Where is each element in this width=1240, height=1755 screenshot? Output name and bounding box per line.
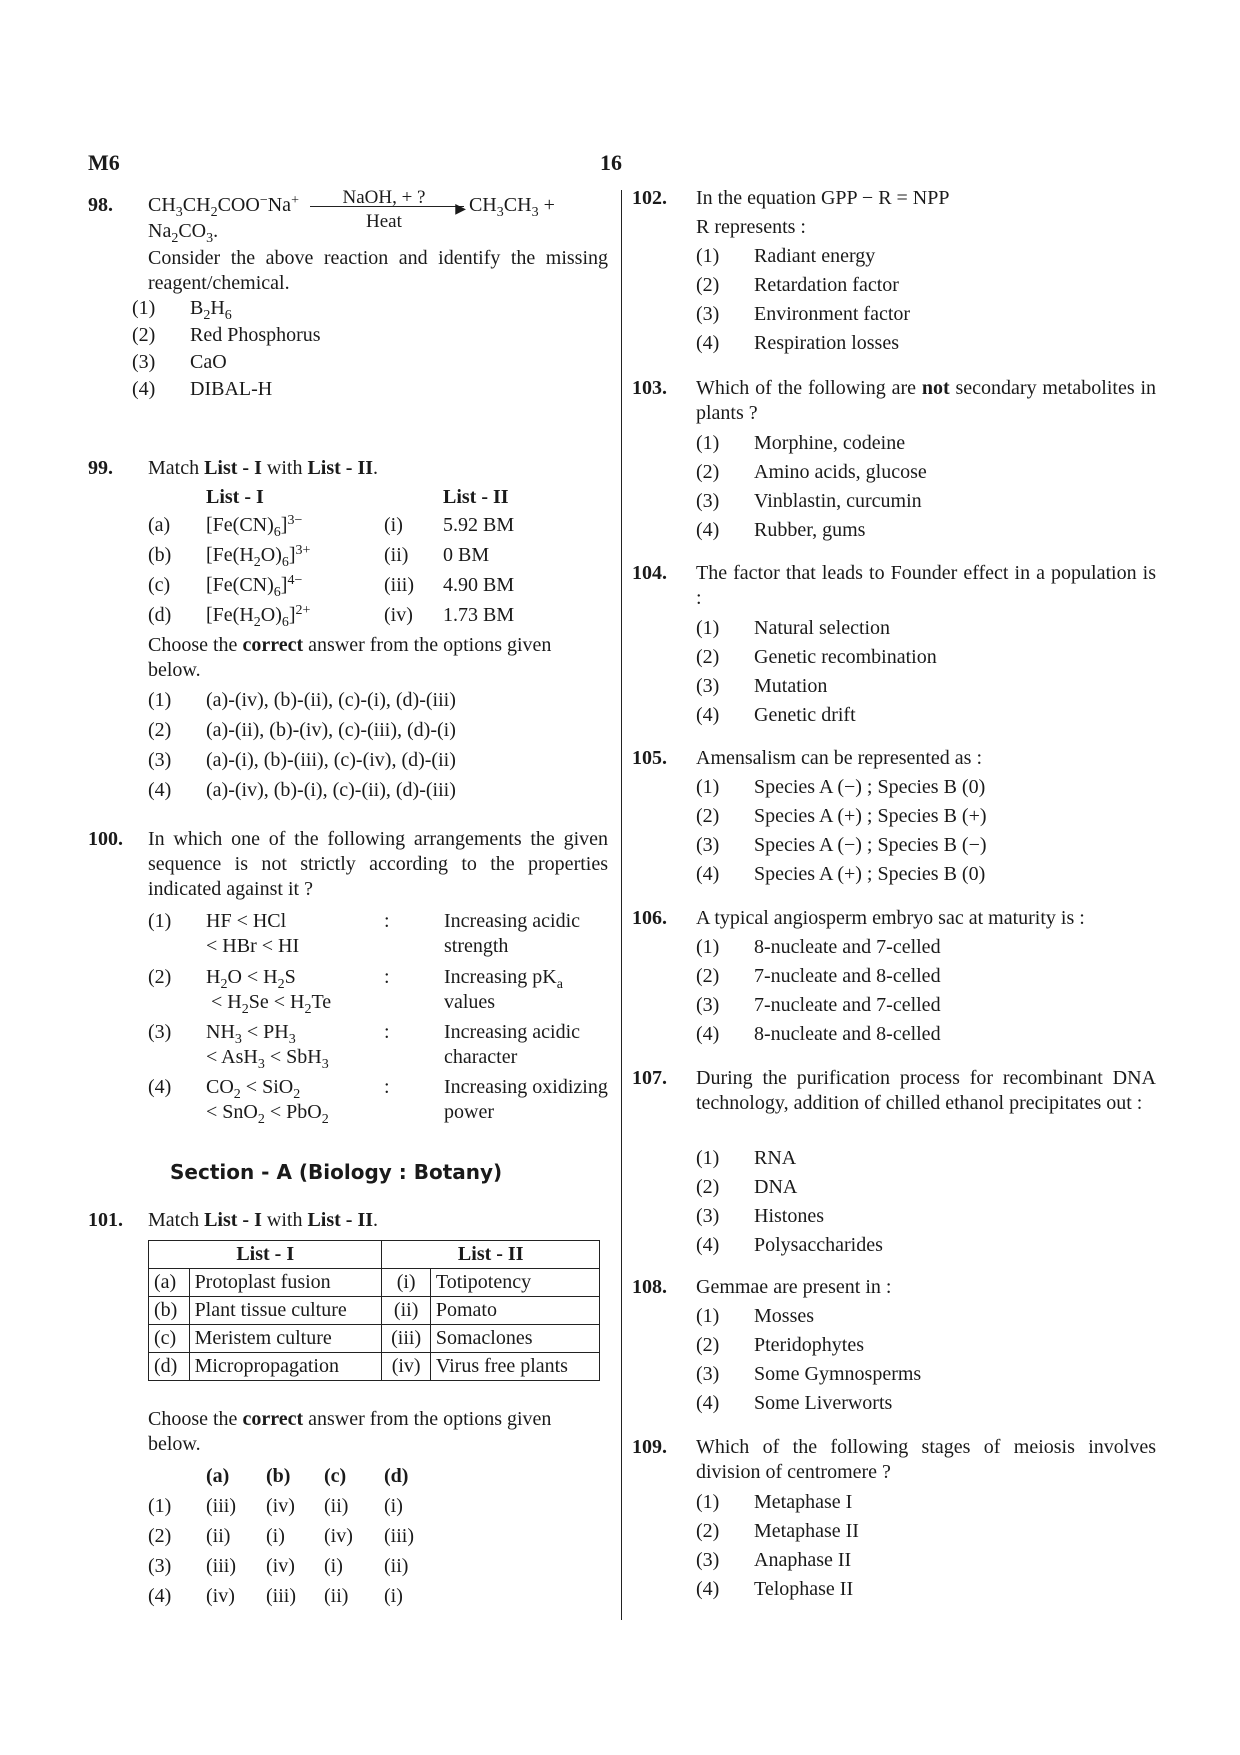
question-stem: In which one of the following arrangements the given sequence is not strictly according to the properties indicated against it ?: [148, 828, 608, 900]
list2-header: List - II: [382, 1241, 600, 1269]
table-row: (a) Protoplast fusion (i) Totipotency: [149, 1269, 600, 1297]
question-number: 103.: [632, 377, 667, 399]
list2-header: List - II: [443, 486, 509, 508]
question-number: 100.: [88, 828, 123, 850]
question-stem: In the equation GPP − R = NPP: [696, 187, 950, 209]
reaction-arrow: NaOH, + ? ▶ Heat: [304, 193, 464, 218]
question-stem: Gemmae are present in :: [696, 1276, 892, 1298]
question-stem: During the purification process for recombinant DNA technology, addition of chilled ethanol precipitates out :: [696, 1067, 1156, 1114]
col-head-d: (d): [384, 1465, 409, 1487]
table-row: (c) Meristem culture (iii) Somaclones: [149, 1325, 600, 1353]
choose-instruction: Choose the correct answer from the options given below.: [148, 634, 552, 681]
match-table: [148, 1240, 600, 1381]
question-number: 106.: [632, 907, 667, 929]
question-stem: Match List - I with List - II.: [148, 457, 379, 479]
table-row: (d) Micropropagation (iv) Virus free plants: [149, 1353, 600, 1381]
question-number: 108.: [632, 1276, 667, 1298]
question-stem: Consider the above reaction and identify the missing reagent/chemical.: [148, 247, 608, 294]
question-stem-2: R represents :: [696, 216, 806, 238]
question-number: 102.: [632, 187, 667, 209]
question-number: 109.: [632, 1436, 667, 1458]
question-number: 105.: [632, 747, 667, 769]
list1-header: List - I: [149, 1241, 382, 1269]
question-number: 99.: [88, 457, 113, 479]
col-head-b: (b): [266, 1465, 291, 1487]
reaction-equation: $CH_3CH_2COO^-Na^+$ NaOH, + ? ▶ Heat $CH_3CH_3$ +: [148, 187, 555, 232]
section-title: Section - A (Biology : Botany): [170, 1160, 503, 1184]
question-number: 107.: [632, 1067, 667, 1089]
question-number: 101.: [88, 1209, 123, 1231]
page-number: 16: [600, 150, 622, 175]
reaction-product: $Na_2CO_3$.: [148, 220, 219, 246]
question-number: 104.: [632, 562, 667, 584]
question-stem: A typical angiosperm embryo sac at maturity is :: [696, 907, 1085, 929]
list1-header: List - I: [206, 486, 264, 508]
col-head-c: (c): [324, 1465, 347, 1487]
table-row: (b) Plant tissue culture (ii) Pomato: [149, 1297, 600, 1325]
question-stem: The factor that leads to Founder effect in a population is :: [696, 562, 1156, 609]
question-number: 98.: [88, 194, 113, 216]
column-divider: [621, 190, 622, 1620]
question-stem: Match List - I with List - II.: [148, 1209, 379, 1231]
question-stem: Amensalism can be represented as :: [696, 747, 983, 769]
question-stem: Which of the following are not secondary metabolites in plants ?: [696, 377, 1157, 424]
paper-code: M6: [88, 150, 120, 175]
question-stem: Which of the following stages of meiosis involves division of centromere ?: [696, 1436, 1156, 1483]
col-head-a: (a): [206, 1465, 230, 1487]
choose-instruction: Choose the correct answer from the options given below.: [148, 1408, 552, 1455]
